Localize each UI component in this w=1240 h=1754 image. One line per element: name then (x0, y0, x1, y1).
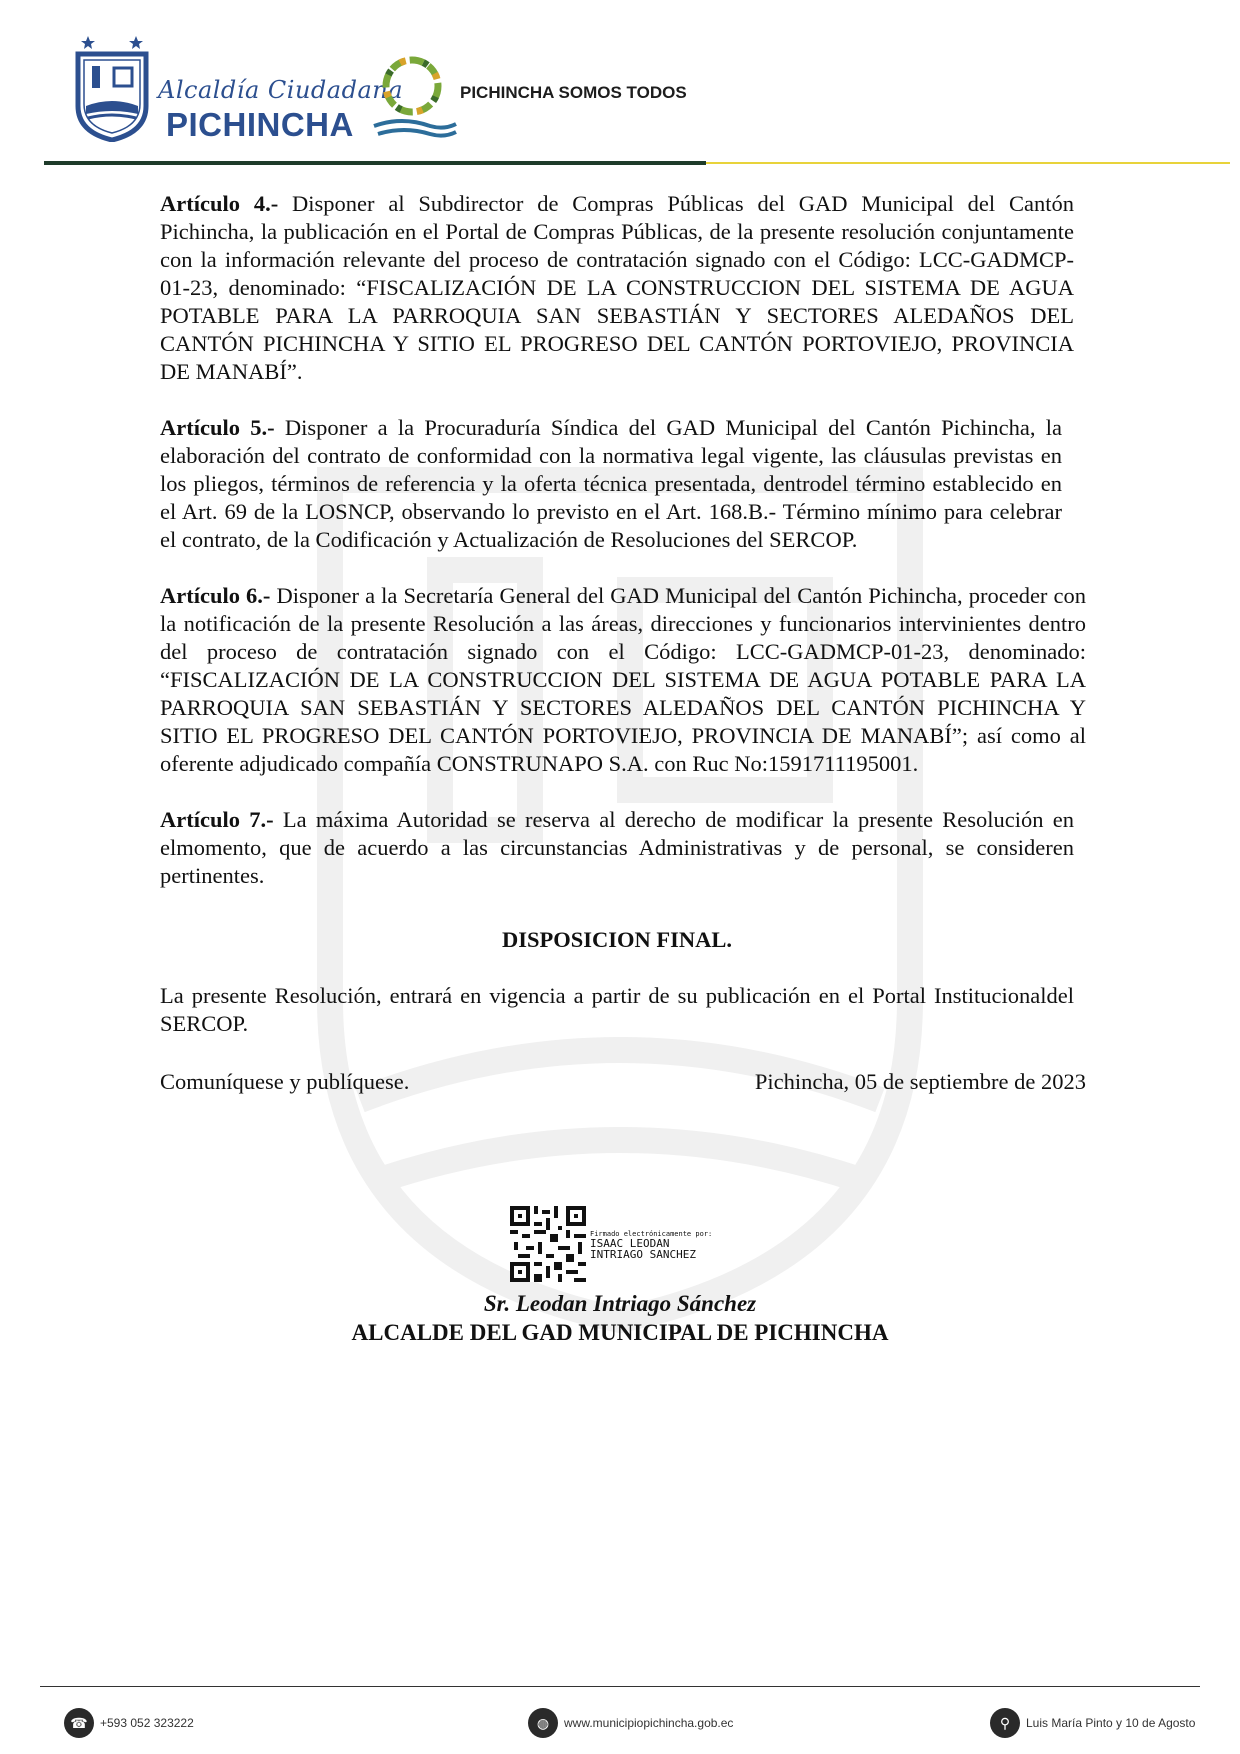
footer-address (990, 1708, 1195, 1738)
brand-name: PICHINCHA (166, 106, 354, 143)
stamp-name-line-1: ISAAC LEODAN (590, 1237, 670, 1250)
final-disposition-heading: DISPOSICION FINAL. (501, 927, 733, 952)
brand-slogan: PICHINCHA SOMOS TODOS (460, 83, 687, 102)
article-label: Artículo 6.- (160, 583, 271, 608)
stamp-name-line-2: INTRIAGO SANCHEZ (590, 1248, 696, 1261)
article-text: Disponer a la Secretaría General del GAD Municipal del Cantón Pichincha, proceder con la notificación de la presente Resolución a las áreas, direcciones y funcionarios intervinientes dentro del proceso de contratación signado con el Código: LCC-GADMCP-01-23, denominado: “FISCALIZACIÓN DE LA CONSTRUCCION DEL SISTEMA DE AGUA POTABLE PARA LA PARROQUIA SAN SEBASTIÁN Y SECTORES ALEDAÑOS DEL CANTÓN PICHINCHA Y SITIO EL PROGRESO DEL CANTÓN PORTOVIEJO, PROVINCIA DE MANABÍ”; así como al oferente adjudicado compañía CONSTRUNAPO S.A. con Ruc No:1591711195001. (160, 583, 1086, 776)
footer-divider (40, 1686, 1200, 1687)
article-6 (160, 582, 1086, 778)
globe-icon: ◍ (528, 1708, 558, 1738)
footer-address-text: Luis María Pinto y 10 de Agosto (1026, 1716, 1196, 1730)
final-disposition-text: La presente Resolución, entrará en vigencia a partir de su publicación en el Portal Institucionaldel SERCOP. (160, 983, 1074, 1036)
footer-website-text: www.municipiopichincha.gob.ec (564, 1716, 734, 1730)
article-label: Artículo 4.- (160, 191, 279, 216)
header-divider-green (44, 161, 706, 165)
document-body (160, 190, 1086, 1096)
footer-phone-text: +593 052 323222 (100, 1716, 194, 1730)
brand-script: Alcaldía Ciudadana (158, 76, 404, 104)
article-text: Disponer a la Procuraduría Síndica del GAD Municipal del Cantón Pichincha, la elaboración del contrato de conformidad con la normativa legal vigente, las cláusulas previstas en los pliegos, términos de referencia y la oferta técnica presentada, dentrodel término establecido en el Art. 69 de la LOSNCP, observando lo previsto en el Art. 168.B.- Término mínimo para celebrar el contrato, de la Codificación y Actualización de Resoluciones del SERCOP. (160, 415, 1062, 552)
stamp-caption: Firmado electrónicamente por: (590, 1230, 713, 1238)
article-5 (160, 414, 1062, 554)
footer-phone (64, 1708, 194, 1738)
letterhead (0, 0, 1240, 170)
page-footer (0, 1686, 1240, 1754)
location-pin-icon: ⚲ (990, 1708, 1020, 1738)
electronic-signature-stamp (590, 1230, 712, 1260)
article-text: La máxima Autoridad se reserva al derecho de modificar la presente Resolución en elmomento, que de acuerdo a las circunstancias Administrativas y de personal, se consideren pertinentes. (160, 807, 1074, 888)
article-label: Artículo 7.- (160, 807, 274, 832)
footer-website (528, 1708, 733, 1738)
closing-formula: Comuníquese y publíquese. (160, 1069, 410, 1094)
closing-row (160, 1068, 1086, 1096)
place-and-date: Pichincha, 05 de septiembre de 2023 (754, 1069, 1086, 1094)
article-4 (160, 190, 1074, 386)
phone-icon: ☎ (64, 1708, 94, 1738)
article-7 (160, 806, 1074, 890)
article-text: Disponer al Subdirector de Compras Públicas del GAD Municipal del Cantón Pichincha, la publicación en el Portal de Compras Públicas, de la presente resolución conjuntamente con la información relevante del proceso de contratación signado con el Código: LCC-GADMCP-01-23, denominado: “FISCALIZACIÓN DE LA CONSTRUCCION DEL SISTEMA DE AGUA POTABLE PARA LA PARROQUIA SAN SEBASTIÁN Y SECTORES ALEDAÑOS DEL CANTÓN PICHINCHA Y SITIO EL PROGRESO DEL CANTÓN PORTOVIEJO, PROVINCIA DE MANABÍ”. (160, 191, 1074, 384)
signer (0, 1289, 1240, 1347)
header-divider-yellow (706, 162, 1230, 164)
pichincha-somos-todos-logo (372, 46, 458, 142)
signer-role: ALCALDE DEL GAD MUNICIPAL DE PICHINCHA (351, 1320, 889, 1345)
article-label: Artículo 5.- (160, 415, 275, 440)
qr-code-icon (510, 1206, 586, 1282)
signer-name: Sr. Leodan Intriago Sánchez (483, 1291, 757, 1316)
municipal-shield-logo (74, 34, 150, 142)
